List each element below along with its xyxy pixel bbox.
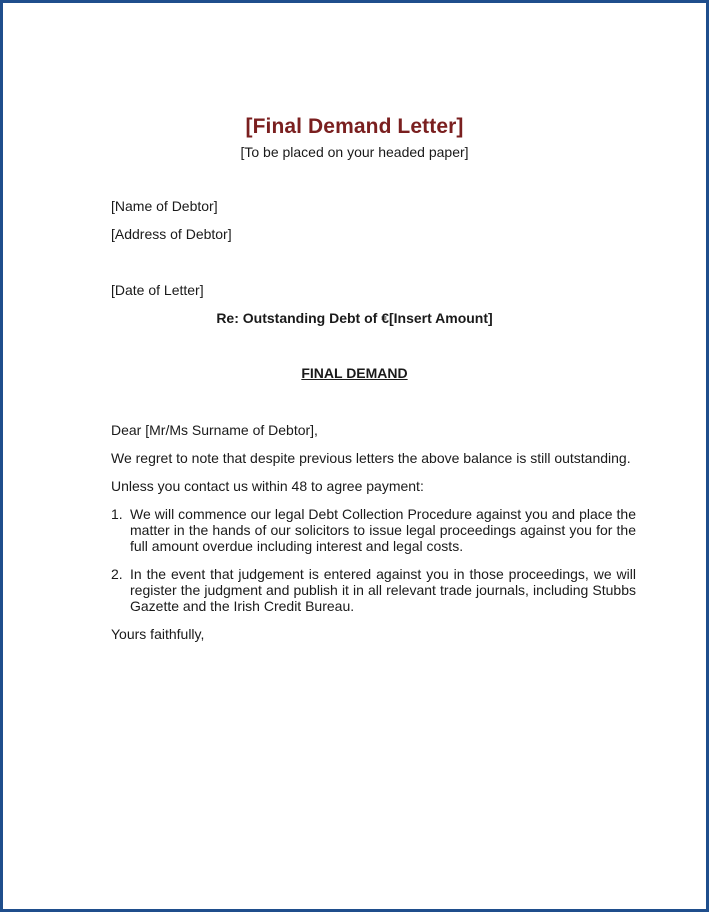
list-item-number: 2. [111,566,123,582]
letter-date: [Date of Letter] [111,282,204,298]
list-item-text: We will commence our legal Debt Collection Procedure against you and place the matter in the hands of our solicitors to issue legal proceedings against you for the full amount overdue including interest and legal costs. [130,506,636,554]
list-item [111,506,636,554]
closing: Yours faithfully, [111,626,205,642]
paragraph-2: Unless you contact us within 48 to agree payment: [111,478,424,494]
debtor-address: [Address of Debtor] [111,226,232,242]
payment-consequences-list-2 [111,566,636,614]
paragraph-1: We regret to note that despite previous letters the above balance is still outstanding. [111,450,631,466]
final-demand-heading: FINAL DEMAND [301,365,408,381]
payment-consequences-list [111,506,636,554]
debtor-name: [Name of Debtor] [111,198,218,214]
salutation: Dear [Mr/Ms Surname of Debtor], [111,422,318,438]
re-line: Re: Outstanding Debt of €[Insert Amount] [216,310,493,326]
letter-title: [Final Demand Letter] [245,115,464,138]
letter-subtitle: [To be placed on your headed paper] [240,144,469,160]
list-item-number: 1. [111,506,123,522]
list-item [111,566,636,614]
list-item-text: In the event that judgement is entered against you in those proceedings, we will register the judgment and publish it in all relevant trade journals, including Stubbs Gazette and the Irish Credit Bureau. [130,566,636,614]
